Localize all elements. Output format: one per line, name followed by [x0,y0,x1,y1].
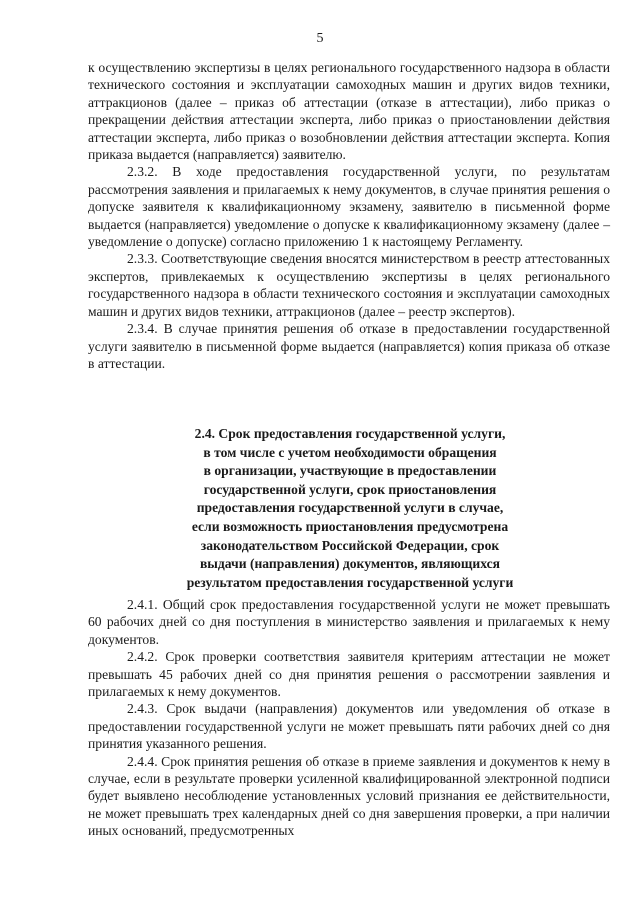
paragraph-2-3-4: 2.3.4. В случае принятия решения об отказе в предоставлении государственной услуги заявителю в письменной форме выдается (направляется) копия приказа об отказе в аттестации. [88,321,610,371]
paragraph-2-4-2: 2.4.2. Срок проверки соответствия заявителя критериям аттестации не может превышать 45 рабочих дней со дня принятия решения о рассмотрении заявления и прилагаемых к нему документов. [88,649,610,700]
paragraph-2-4-4: 2.4.4. Срок принятия решения об отказе в приеме заявления и документов к нему в случае, если в результате проверки усиленной квалифицированной электронной подписи будет выявлено несоблюдение установленных условий признания ее действительности, не может превышать трех календарных дней со дня завершения проверки, а при наличии иных оснований, предусмотренных [88,753,610,839]
heading-line: государственной услуги, срок приостановления [203,481,497,497]
heading-line: предоставления государственной услуги в случае, [196,500,504,516]
heading-line: 2.4. Срок предоставления государственной услуги, [194,426,506,441]
page-number: 5 [316,31,324,46]
section-2-4-text [88,596,610,840]
heading-line: если возможность приостановления предусмотрена [191,518,509,534]
heading-line: в том числе с учетом необходимости обращения [203,444,497,460]
paragraph-2-3-3: 2.3.3. Соответствующие сведения вносятся министерством в реестр аттестованных экспертов, привлекаемых к осуществлению экспертизы в целях регионального государственного надзора в области технического состояния и эксплуатации самоходных машин и других видов техники, аттракционов (далее – реестр экспертов). [88,251,610,319]
paragraph-2-4-1: 2.4.1. Общий срок предоставления государственной услуги не может превышать 60 рабочих дней со дня поступления в министерство заявления и прилагаемых к нему документов. [88,597,610,647]
paragraph-intro: к осуществлению экспертизы в целях регионального государственного надзора в области технического состояния и эксплуатации самоходных машин и других видов техники, аттракционов (далее – приказ об аттестации (отказе в аттестации), либо приказ о прекращении действия аттестации эксперта, либо приказ о приостановлении действия аттестации эксперта, либо приказ о возобновлении действия аттестации эксперта. Копия приказа выдается (направляется) заявителю. [88,60,610,163]
heading-line: результатом предоставления государственной услуги [186,574,514,590]
paragraph-2-3-2: 2.3.2. В ходе предоставления государственной услуги, по результатам рассмотрения заявления и прилагаемых к нему документов, в случае принятия решения о допуске заявителя к квалификационному экзамену, заявителю в письменной форме выдается (направляется) уведомление о допуске к квалификационному экзамену (далее – уведомление о допуске) согласно приложению 1 к настоящему Регламенту. [88,164,610,250]
heading-line: законодательством Российской Федерации, срок [200,537,500,553]
section-2-3-text [88,59,610,372]
heading-line: в организации, участвующие в предоставлении [203,463,497,479]
paragraph-2-4-3: 2.4.3. Срок выдачи (направления) документов или уведомления об отказе в предоставлении государственной услуги не может превышать пяти рабочих дней со дня принятия указанного решения. [88,701,610,752]
section-heading-2-4 [150,425,550,592]
heading-line: выдачи (направления) документов, являющихся [199,556,501,572]
